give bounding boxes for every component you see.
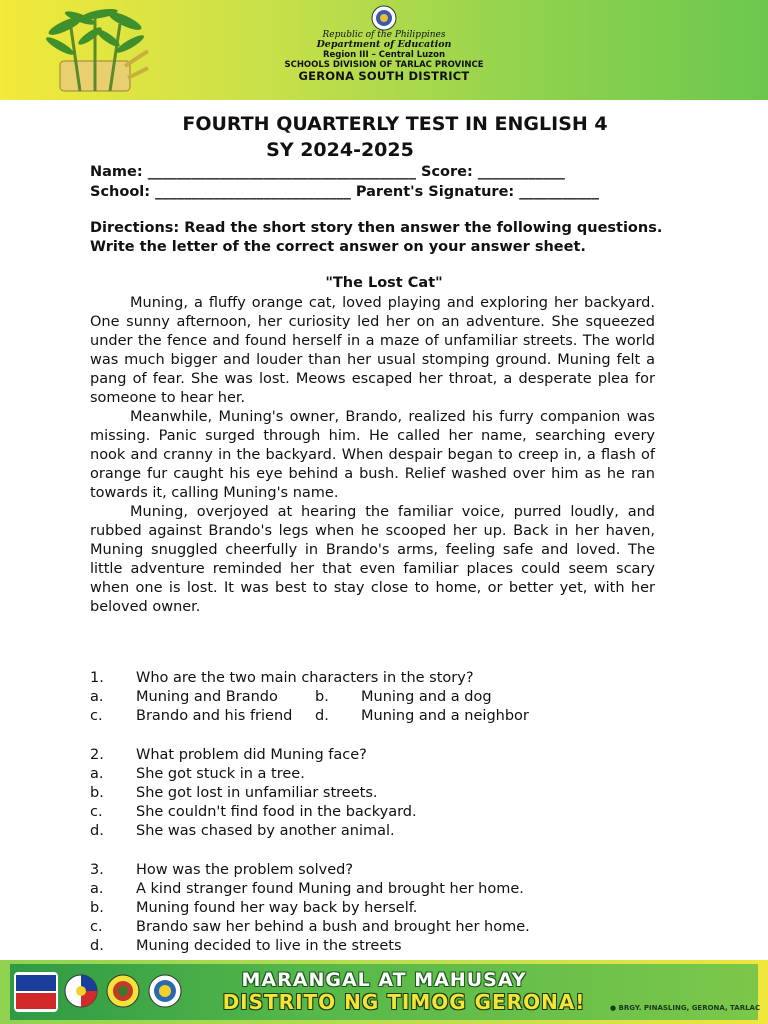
question-number: 1. — [90, 670, 104, 686]
option-letter: a. — [90, 765, 104, 782]
option-text: Muning found her way back by herself. — [136, 900, 418, 917]
deped-seal-icon — [371, 5, 397, 31]
question-2 — [90, 746, 690, 842]
header-line-district: GERONA SOUTH DISTRICT — [298, 69, 470, 83]
option-text: She was chased by another animal. — [136, 823, 395, 840]
option-letter: c. — [90, 804, 103, 821]
option-letter: d. — [90, 823, 104, 840]
name-score-field[interactable]: Name: _____________________________________ Score: ____________ — [90, 164, 565, 180]
directions: Directions: Read the short story then answer the following questions. Write the letter of the correct answer on your answer sheet. — [90, 220, 663, 255]
story-paragraph: Meanwhile, Muning's owner, Brando, realized his furry companion was missing. Panic surged through him. He called her name, searching every nook and cranny in the backyard. When despair began to creep in, a flash of orange fur caught his eye behind a bush. Relief washed over him as he ran towards it, calling Muning's name. — [90, 409, 655, 501]
story-title: "The Lost Cat" — [325, 275, 443, 291]
test-title — [0, 111, 768, 163]
option-letter: a. — [90, 689, 104, 706]
option-text: Muning and a dog — [361, 689, 492, 706]
option-a[interactable] — [90, 880, 690, 899]
option-text: Muning decided to live in the streets — [136, 938, 402, 955]
footer-address — [610, 1004, 760, 1012]
header-line-republic: Republic of the Philippines — [322, 30, 446, 40]
header-banner — [0, 0, 768, 100]
option-b[interactable] — [90, 899, 690, 918]
header-text — [250, 30, 518, 81]
option-letter: d. — [315, 708, 329, 725]
option-text: Brando saw her behind a bush and brought her home. — [136, 919, 530, 936]
option-c[interactable] — [90, 918, 690, 937]
option-text: She got lost in unfamiliar streets. — [136, 785, 378, 802]
question-number: 2. — [90, 746, 104, 763]
footer-slogan-1: MARANGAL AT MAHUSAY — [241, 969, 527, 991]
option-letter: c. — [90, 708, 103, 725]
header-line-division: SCHOOLS DIVISION OF TARLAC PROVINCE — [284, 60, 484, 70]
option-text: She couldn't find food in the backyard. — [136, 804, 417, 821]
option-letter: a. — [90, 880, 104, 897]
story-paragraph: Muning, overjoyed at hearing the familiar voice, purred loudly, and rubbed against Brando's legs when he scooped her up. Back in her haven, Muning snuggled cheerfully in Brando's arms, feeling safe and loved. The little adventure reminded her that even familiar places could seem scary when one is lost. It was best to stay close to home, or better yet, with her beloved owner. — [90, 504, 655, 615]
question-text: What problem did Muning face? — [136, 746, 367, 763]
location-pin-icon: ● — [610, 1004, 617, 1012]
option-b[interactable] — [90, 784, 690, 803]
option-letter: b. — [90, 900, 104, 917]
option-d[interactable] — [90, 937, 690, 956]
option-letter: b. — [315, 689, 329, 706]
story-paragraph: Muning, a fluffy orange cat, loved playing and exploring her backyard. One sunny afternoon, her curiosity led her on an adventure. She squeezed under the fence and found herself in a maze of unfamiliar streets. The world was much bigger and louder than her usual stomping ground. Muning felt a pang of fear. She was lost. Meows escaped her throat, a desperate plea for someone to hear her. — [90, 295, 655, 406]
questions-list — [90, 669, 690, 976]
question-text: Who are the two main characters in the story? — [136, 670, 474, 686]
question-3 — [90, 861, 690, 957]
question-text: How was the problem solved? — [136, 861, 354, 878]
option-text: Muning and a neighbor — [361, 708, 529, 725]
option-letter: c. — [90, 919, 103, 936]
school-signature-field[interactable]: School: ___________________________ Parent's Signature: ___________ — [90, 184, 600, 200]
option-c[interactable] — [90, 803, 690, 822]
option-text: Brando and his friend — [136, 708, 293, 725]
address-text: BRGY. PINASLING, GERONA, TARLAC — [618, 1004, 761, 1012]
story-body — [90, 294, 655, 617]
header-line-region: Region III – Central Luzon — [322, 50, 446, 60]
header-line-department: Department of Education — [316, 39, 452, 50]
bamboo-plant-icon — [40, 6, 150, 96]
option-text: A kind stranger found Muning and brought her home. — [136, 880, 524, 897]
option-a[interactable] — [90, 765, 690, 784]
student-fields — [90, 162, 690, 202]
footer-banner — [0, 960, 768, 1024]
question-1 — [90, 669, 690, 727]
option-c[interactable] — [90, 707, 315, 726]
option-d[interactable] — [315, 707, 529, 726]
title-line-2: SY 2024-2025 — [266, 139, 414, 161]
title-line-1: FOURTH QUARTERLY TEST IN ENGLISH 4 — [182, 113, 608, 135]
option-a[interactable] — [90, 688, 315, 707]
option-letter: b. — [90, 785, 104, 802]
option-text: Muning and Brando — [136, 689, 278, 706]
footer-slogan-2: DISTRITO NG TIMOG GERONA! — [222, 990, 586, 1014]
question-number: 3. — [90, 861, 104, 878]
option-d[interactable] — [90, 822, 690, 841]
option-text: She got stuck in a tree. — [136, 765, 305, 782]
option-b[interactable] — [315, 688, 492, 707]
option-letter: d. — [90, 938, 104, 955]
